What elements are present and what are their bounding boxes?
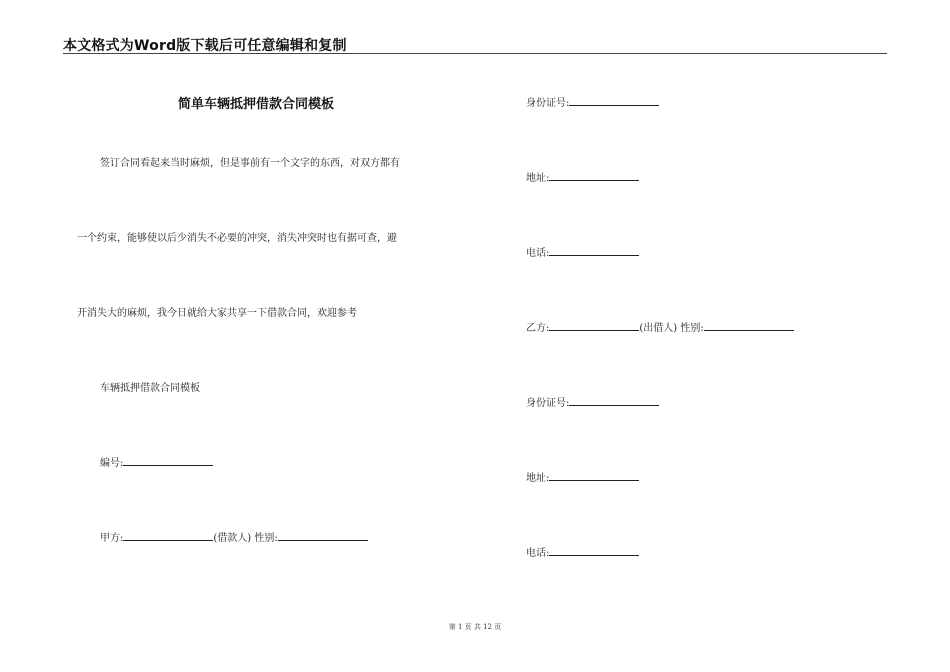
page-number-footer: 第 1 页 共 12 页 (448, 623, 502, 631)
party-a-label: 甲方: (100, 533, 124, 544)
party-b-id-field (526, 394, 659, 409)
party-b-role-label: (出借人) 性别: (639, 323, 704, 334)
intro-paragraph-line-1: 签订合同看起来当时麻烦，但是事前有一个文字的东西，对双方都有 (100, 158, 400, 169)
banner-divider (63, 53, 887, 54)
party-a-name-blank (123, 530, 213, 541)
party-b-id-label: 身份证号: (526, 398, 570, 409)
document-banner: 本文格式为Word版下载后可任意编辑和复制 (63, 38, 347, 54)
party-b-gender-blank (704, 320, 794, 331)
party-b-address-field (526, 469, 639, 484)
party-b-field (526, 319, 794, 334)
contract-number-field (100, 454, 213, 469)
party-a-phone-field (526, 244, 639, 259)
party-a-id-field (526, 94, 659, 109)
document-title: 简单车辆抵押借款合同模板 (178, 97, 335, 112)
party-a-address-field (526, 169, 639, 184)
party-b-label: 乙方: (526, 323, 550, 334)
party-b-address-label: 地址: (526, 473, 550, 484)
party-b-id-blank (569, 395, 659, 406)
party-b-phone-blank (549, 545, 639, 556)
party-a-id-label: 身份证号: (526, 98, 570, 109)
intro-paragraph-line-3: 开消失大的麻烦，我今日就给大家共享一下借款合同，欢迎参考 (77, 308, 357, 319)
contract-subtitle: 车辆抵押借款合同模板 (100, 383, 200, 394)
party-a-role-label: (借款人) 性别: (213, 533, 278, 544)
party-b-address-blank (549, 470, 639, 481)
party-a-gender-blank (278, 530, 368, 541)
party-b-name-blank (549, 320, 639, 331)
party-a-field (100, 529, 368, 544)
party-a-phone-blank (549, 245, 639, 256)
contract-number-blank (123, 455, 213, 466)
party-b-phone-label: 电话: (526, 548, 550, 559)
party-a-phone-label: 电话: (526, 248, 550, 259)
party-a-address-label: 地址: (526, 173, 550, 184)
contract-number-label: 编号: (100, 458, 124, 469)
intro-paragraph-line-2: 一个约束，能够使以后少消失不必要的冲突，消失冲突时也有据可查，避 (77, 233, 397, 244)
party-a-id-blank (569, 95, 659, 106)
party-b-phone-field (526, 544, 639, 559)
party-a-address-blank (549, 170, 639, 181)
